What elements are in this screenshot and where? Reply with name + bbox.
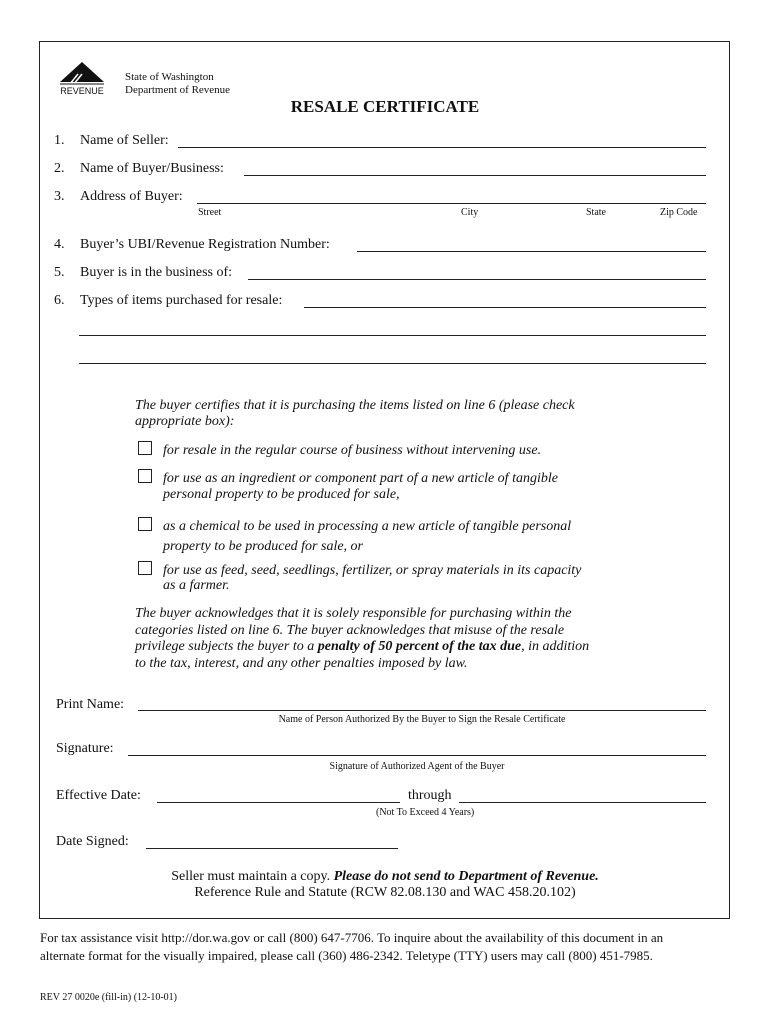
field-5-label: Buyer is in the business of:	[80, 265, 233, 280]
effective-date-caption: (Not To Exceed 4 Years)	[376, 807, 475, 818]
seller-name-field[interactable]	[178, 147, 706, 148]
assistance-info	[40, 929, 720, 965]
penalty-text: penalty of 50 percent of the tax due	[317, 639, 522, 654]
option-2-text-line-2: personal property to be produced for sale,	[163, 487, 400, 502]
field-2-label: Name of Buyer/Business:	[80, 161, 224, 176]
acknowledgement-line-4: to the tax, interest, and any other penalties imposed by law.	[135, 656, 468, 671]
do-not-send-notice: Please do not send to Department of Revenue.	[333, 869, 599, 884]
agency-line-2: Department of Revenue	[125, 84, 231, 96]
ubi-number-field[interactable]	[357, 251, 706, 252]
acknowledgement-line-2: categories listed on line 6. The buyer acknowledges that misuse of the resale	[135, 623, 565, 638]
buyer-name-field[interactable]	[244, 175, 706, 176]
print-name-caption: Name of Person Authorized By the Buyer to Sign the Resale Certificate	[278, 714, 566, 725]
date-signed-field[interactable]	[146, 848, 398, 849]
field-4-label: Buyer’s UBI/Revenue Registration Number:	[80, 237, 330, 252]
revenue-logo	[56, 60, 108, 98]
option-3-text-line-1: as a chemical to be used in processing a new article of tangible personal	[163, 519, 572, 534]
option-1-text: for resale in the regular course of business without intervening use.	[163, 443, 542, 458]
assistance-line-2: alternate format for the visually impaired, please call (360) 486-2342. Teletype (TTY) users may call (800) 451-7985.	[40, 948, 653, 963]
signature-caption: Signature of Authorized Agent of the Buyer	[329, 761, 505, 772]
option-4-text-line-1: for use as feed, seed, seedlings, fertilizer, or spray materials in its capacity	[163, 563, 582, 578]
chemical-checkbox[interactable]	[138, 517, 152, 531]
effective-date-end-field[interactable]	[459, 802, 706, 803]
through-label: through	[408, 788, 452, 803]
ack-line-3-post: , in addition	[521, 639, 590, 654]
field-2-number: 2.	[54, 161, 65, 176]
signature-field[interactable]	[128, 755, 706, 756]
form-title: RESALE CERTIFICATE	[290, 97, 480, 116]
ingredient-checkbox[interactable]	[138, 469, 152, 483]
option-3-text-line-2: property to be produced for sale, or	[163, 539, 363, 554]
buyer-address-field[interactable]	[197, 203, 706, 204]
business-type-field[interactable]	[248, 279, 706, 280]
assistance-line-1: For tax assistance visit http://dor.wa.gov or call (800) 647-7706. To inquire about the availability of this document in an	[40, 930, 664, 945]
city-caption: City	[461, 207, 479, 218]
signature-label: Signature:	[56, 741, 114, 756]
agency-line-1: State of Washington	[125, 71, 214, 83]
logo-text: REVENUE	[60, 86, 104, 96]
zip-caption: Zip Code	[660, 207, 698, 218]
form-number: REV 27 0020e (fill-in) (12-10-01)	[40, 992, 178, 1003]
print-name-field[interactable]	[138, 710, 706, 711]
street-caption: Street	[198, 207, 222, 218]
state-caption: State	[586, 207, 606, 218]
field-3-label: Address of Buyer:	[80, 189, 183, 204]
effective-date-start-field[interactable]	[157, 802, 400, 803]
field-4-number: 4.	[54, 237, 65, 252]
seller-notice	[0, 869, 770, 885]
field-6-label: Types of items purchased for resale:	[80, 293, 283, 308]
agency-name	[125, 71, 230, 97]
items-field-line-2[interactable]	[79, 335, 706, 336]
items-field-line-1[interactable]	[304, 307, 706, 308]
acknowledgement-line-1: The buyer acknowledges that it is solely responsible for purchasing within the	[135, 606, 572, 621]
field-6-number: 6.	[54, 293, 65, 308]
farmer-checkbox[interactable]	[138, 561, 152, 575]
seller-notice-pre: Seller must maintain a copy.	[171, 869, 334, 884]
option-4-text-line-2: as a farmer.	[163, 578, 230, 593]
date-signed-label: Date Signed:	[56, 834, 129, 849]
print-name-label: Print Name:	[56, 697, 125, 712]
effective-date-label: Effective Date:	[56, 788, 141, 803]
option-2-text-line-1: for use as an ingredient or component part of a new article of tangible	[163, 471, 558, 486]
ack-line-3-pre: privilege subjects the buyer to a	[135, 639, 318, 654]
items-field-line-3[interactable]	[79, 363, 706, 364]
field-1-number: 1.	[54, 133, 65, 148]
acknowledgement-line-3	[135, 639, 589, 655]
field-5-number: 5.	[54, 265, 65, 280]
resale-checkbox[interactable]	[138, 441, 152, 455]
certification-intro: The buyer certifies that it is purchasing the items listed on line 6 (please check appropriate box):	[135, 398, 575, 429]
field-3-number: 3.	[54, 189, 65, 204]
reference-rule: Reference Rule and Statute (RCW 82.08.130 and WAC 458.20.102)	[194, 885, 576, 900]
field-1-label: Name of Seller:	[80, 133, 169, 148]
